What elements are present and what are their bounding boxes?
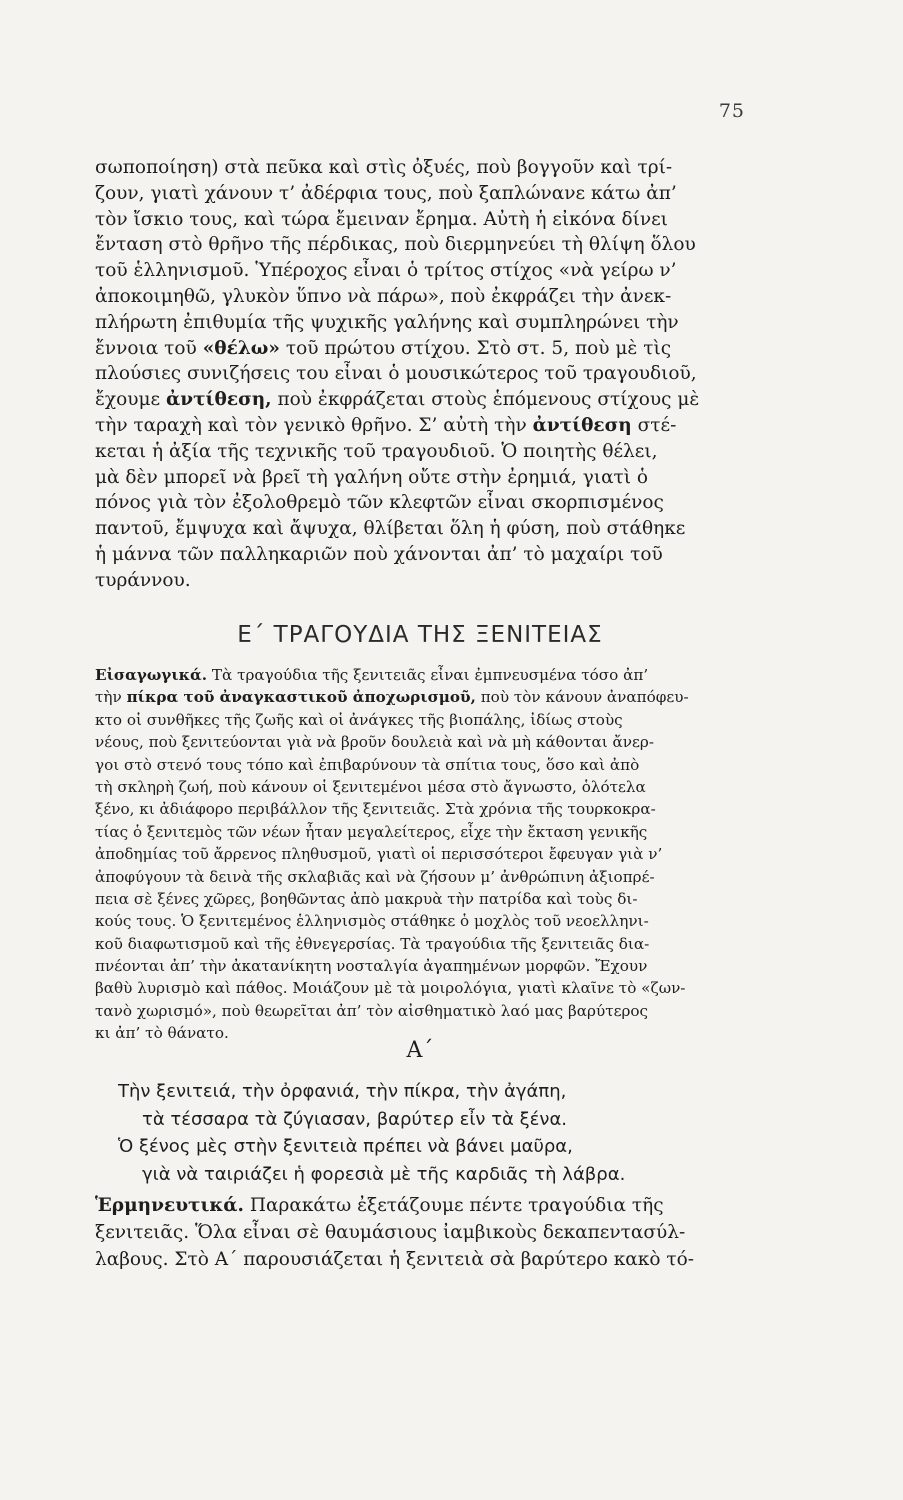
section-number: Α΄ (406, 1038, 434, 1063)
text-span: ἔννοια τοῦ (95, 337, 203, 359)
text-line: τυράννου. (95, 569, 191, 591)
bold-term: Ἑρμηνευτικά. (95, 1195, 244, 1216)
text-line: πόνος γιὰ τὸν ἐξολοθρεμὸ τῶν κλεφτῶν εἶναι σκορπισμένος (95, 492, 664, 514)
text-line: ἀποδημίας τοῦ ἄρρενος πληθυσμοῦ, γιατὶ οἱ περισσότεροι ἔφευγαν γιὰ ν’ (95, 845, 663, 864)
text-line (95, 336, 745, 362)
text-line: κούς τους. Ὁ ξενιτεμένος ἑλληνισμὸς στάθηκε ὁ μοχλὸς τοῦ νεοελληνι- (95, 912, 649, 931)
bold-term: πίκρα τοῦ ἀναγκαστικοῦ ἀποχωρισμοῦ, (126, 688, 476, 707)
chapter-heading: Ε΄ ΤΡΑΓΟΥΔΙΑ ΤΗΣ ΞΕΝΙΤΕΙΑΣ (237, 622, 603, 648)
text-line (95, 387, 745, 413)
text-span: ποὺ ἐκφράζεται στοὺς ἑπόμενους στίχους μὲ (271, 389, 700, 411)
text-line: κτο οἱ συνθῆκες τῆς ζωῆς καὶ οἱ ἀνάγκες τῆς βιοπάλης, ἰδίως στοὺς (95, 710, 623, 729)
text-line: γοι στὸ στενό τους τόπο καὶ ἐπιβαρύνουν τὰ σπίτια τους, ὅσο καὶ ἀπὸ (95, 755, 640, 774)
page-number: 75 (718, 100, 745, 122)
text-line: τίας ὁ ξενιτεμὸς τῶν νέων ἦταν μεγαλείτερος, εἶχε τὴν ἔκταση γενικῆς (95, 822, 648, 841)
poem-line: Τὴν ξενιτειά, τὴν ὀρφανιά, τὴν πίκρα, τὴν ἀγάπη, (118, 1081, 567, 1102)
text-line: τανὸ χωρισμό», ποὺ θεωρεῖται ἀπ’ τὸν αἰσθηματικὸ λαό μας βαρύτερος (95, 1001, 649, 1020)
text-line: πλούσιες συνιζήσεις του εἶναι ὁ μουσικώτερος τοῦ τραγουδιοῦ, (95, 363, 697, 385)
text-line: νέους, ποὺ ξενιτεύονται γιὰ νὰ βροῦν δουλειὰ καὶ νὰ μὴ κάθονται ἄνερ- (95, 733, 654, 752)
bold-term: «θέλω» (202, 337, 280, 359)
text-line: κι ἀπ’ τὸ θάνατο. (95, 1024, 229, 1043)
bold-term: ἀντίθεση, (166, 389, 272, 411)
text-line (95, 664, 745, 686)
bold-term: ἀντίθεση (532, 414, 632, 436)
text-line (95, 686, 745, 708)
text-span: τὴν (95, 688, 127, 707)
text-line: τὸν ἴσκιο τους, καὶ τώρα ἔμειναν ἔρημα. Αὐτὴ ἡ εἰκόνα δίνει (95, 208, 668, 230)
text-span: ποὺ τὸν κάνουν ἀναπόφευ- (475, 688, 689, 707)
text-line: βαθὺ λυρισμὸ καὶ πάθος. Μοιάζουν μὲ τὰ μοιρολόγια, γιατὶ κλαῖνε τὸ «ζων- (95, 979, 686, 998)
text-line: κεται ἡ ἀξία τῆς τεχνικῆς τοῦ τραγουδιοῦ. Ὁ ποιητὴς θέλει, (95, 440, 658, 462)
text-line: ζουν, γιατὶ χάνουν τ’ ἀδέρφια τους, ποὺ ξαπλώνανε κάτω ἀπ’ (95, 182, 677, 204)
bold-term: Εἰσαγωγικά. (95, 666, 208, 684)
text-line: ἀποφύγουν τὰ δεινὰ τῆς σκλαβιᾶς καὶ νὰ ζήσουν μ’ ἀνθρώπινη ἀξιοπρέ- (95, 867, 655, 886)
poem-verses (118, 1078, 728, 1188)
text-line: μὰ δὲν μπορεῖ νὰ βρεῖ τὴ γαλήνη οὔτε στὴν ἐρημιά, γιατὶ ὁ (95, 466, 649, 488)
text-line: πεια σὲ ξένες χῶρες, βοηθῶντας ἀπὸ μακρυὰ τὴν πατρίδα καὶ τοὺς δι- (95, 889, 638, 908)
text-span: τὴν ταραχὴ καὶ τὸν γενικὸ θρῆνο. Σ’ αὐτὴ τὴν (95, 414, 533, 436)
text-span: Παρακάτω ἐξετάζουμε πέντε τραγούδια τῆς (243, 1195, 664, 1216)
text-line: τὴ σκληρὴ ζωή, ποὺ κάνουν οἱ ξενιτεμένοι μέσα στὸ ἄγνωστο, ὁλότελα (95, 777, 646, 796)
text-span: Τὰ τραγούδια τῆς ξενιτειᾶς εἶναι ἐμπνευσμένα τόσο ἀπ’ (207, 666, 649, 684)
text-line: σωποποίηση) στὰ πεῦκα καὶ στὶς ὀξυές, ποὺ βογγοῦν καὶ τρί- (95, 157, 673, 178)
paragraph-interpretation (95, 1192, 745, 1273)
text-line (95, 413, 745, 439)
text-line: λαβους. Στὸ Α΄ παρουσιάζεται ἡ ξενιτειὰ σὰ βαρύτερο κακὸ τό- (95, 1249, 694, 1270)
text-line: κοῦ διαφωτισμοῦ καὶ τῆς ἐθνεγερσίας. Τὰ τραγούδια τῆς ξενιτειᾶς δια- (95, 934, 650, 953)
paragraph-commentary (95, 155, 745, 594)
poem-line: Ὁ ξένος μὲς στὴν ξενιτειὰ πρέπει νὰ βάνει μαῦρα, (118, 1136, 573, 1157)
text-span: ἔχουμε (95, 389, 167, 411)
text-line: ἡ μάννα τῶν παλληκαριῶν ποὺ χάνονται ἀπ’ τὸ μαχαίρι τοῦ (95, 543, 663, 565)
text-line: πλήρωτη ἐπιθυμία τῆς ψυχικῆς γαλήνης καὶ συμπληρώνει τὴν (95, 311, 679, 333)
poem-line: γιὰ νὰ ταιριάζει ἡ φορεσιὰ μὲ τῆς καρδιᾶς τὴ λάβρα. (142, 1163, 626, 1185)
text-line: παντοῦ, ἔμψυχα καὶ ἄψυχα, θλίβεται ὅλη ἡ φύση, ποὺ στάθηκε (95, 518, 686, 540)
text-line: τοῦ ἑλληνισμοῦ. Ὑπέροχος εἶναι ὁ τρίτος στίχος «νὰ γείρω ν’ (95, 260, 677, 282)
paragraph-introduction (95, 664, 745, 1045)
text-line: ἀποκοιμηθῶ, γλυκὸν ὕπνο νὰ πάρω», ποὺ ἐκφράζει τὴν ἀνεκ- (95, 285, 672, 307)
text-line: ἔνταση στὸ θρῆνο τῆς πέρδικας, ποὺ διερμηνεύει τὴ θλίψη ὅλου (95, 234, 696, 256)
poem-line: τὰ τέσσαρα τὰ ζύγιασαν, βαρύτερ εἶν τὰ ξένα. (142, 1108, 568, 1130)
text-line (95, 1192, 745, 1219)
text-span: τοῦ πρώτου στίχου. Στὸ στ. 5, ποὺ μὲ τὶς (280, 337, 672, 359)
text-line: πνέονται ἀπ’ τὴν ἀκατανίκητη νοσταλγία ἀγαπημένων μορφῶν. Ἔχουν (95, 957, 648, 976)
text-line: ξένο, κι ἀδιάφορο περιβάλλον τῆς ξενιτειᾶς. Στὰ χρόνια τῆς τουρκοκρα- (95, 800, 656, 819)
text-span: στέ- (631, 414, 677, 436)
text-line: ξενιτειᾶς. Ὅλα εἶναι σὲ θαυμάσιους ἰαμβικοὺς δεκαπεντασύλ- (95, 1222, 686, 1243)
